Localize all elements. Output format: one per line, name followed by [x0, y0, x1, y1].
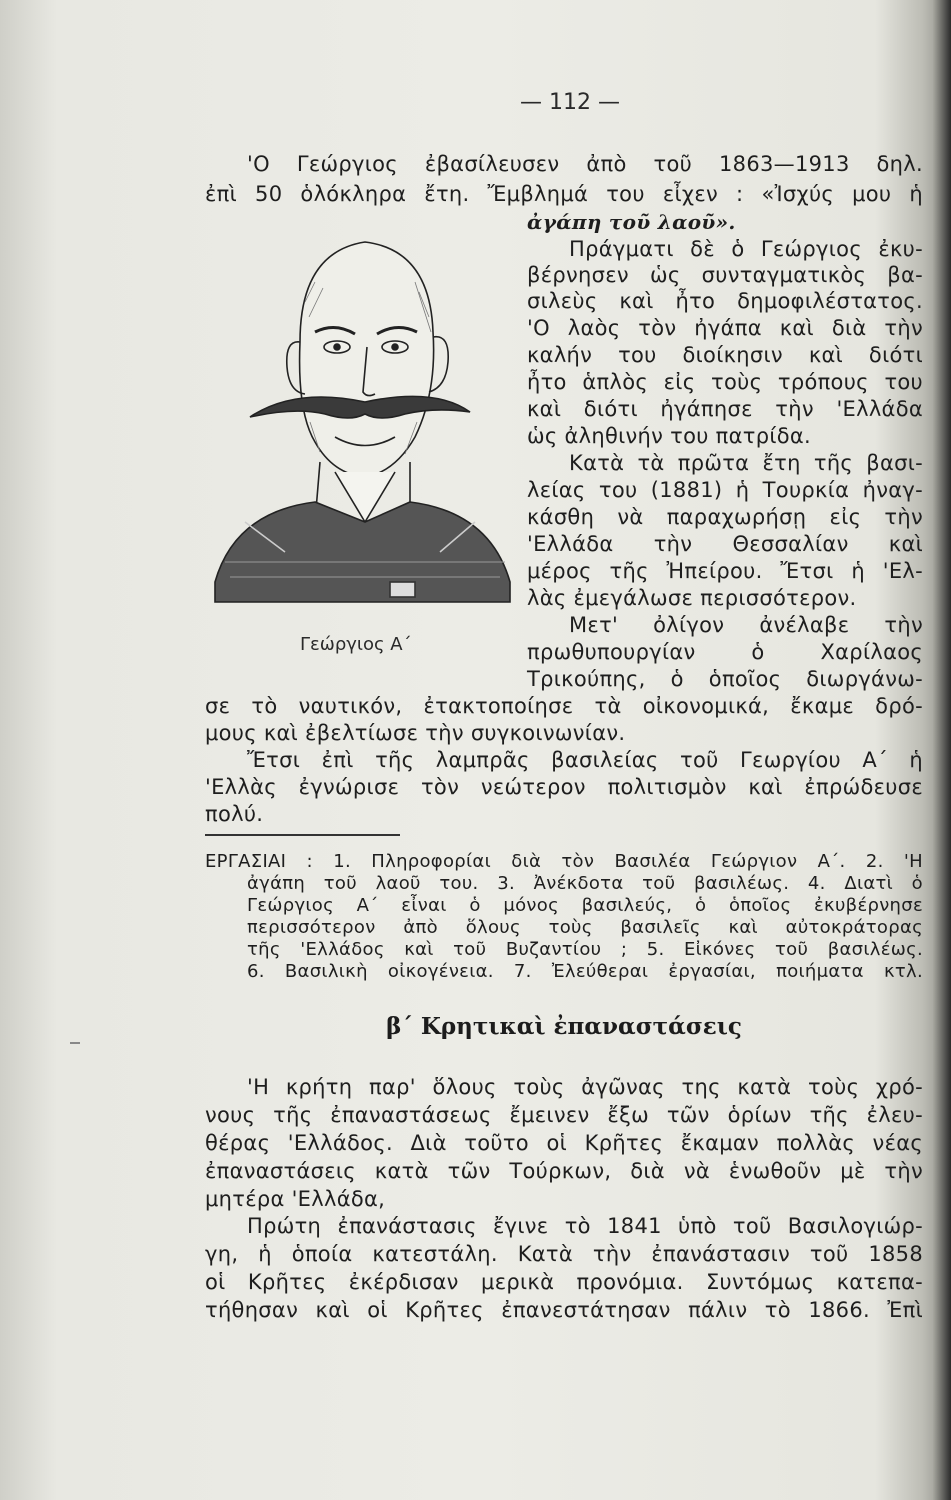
- column-line: σιλεὺς καὶ ἦτο δημοφιλέστατος.: [527, 289, 923, 313]
- paragraph-line: νους τῆς ἐπαναστάσεως ἔμεινεν ἔξω τῶν ὁρίων τῆς ἐλευ-: [205, 1103, 923, 1127]
- column-line: Πράγματι δὲ ὁ Γεώργιος ἐκυ-: [569, 237, 923, 261]
- exercises-line: τῆς 'Ελλάδος καὶ τοῦ Βυζαντίου ; 5. Εἰκόνες τοῦ βασιλέως.: [247, 939, 923, 960]
- column-line: 'Ο λαὸς τὸν ἠγάπα καὶ διὰ τὴν: [527, 316, 923, 340]
- paragraph-line: μους καὶ ἐβελτίωσε τὴν συγκοινωνίαν.: [205, 721, 626, 745]
- column-line: λείας του (1881) ἡ Τουρκία ἠναγ-: [527, 478, 923, 502]
- separator-rule: [205, 834, 400, 836]
- paragraph-line: θέρας 'Ελλάδος. Διὰ τοῦτο οἱ Κρῆτες ἔκαμαν πολλὰς νέας: [205, 1131, 923, 1155]
- paragraph-line: 'Ο Γεώργιος ἐβασίλευσεν ἀπὸ τοῦ 1863—1913 δηλ.: [247, 152, 923, 176]
- paragraph-line: ἐπαναστάσεις κατὰ τῶν Τούρκων, διὰ νὰ ἑνωθοῦν μὲ τὴν: [205, 1159, 923, 1183]
- paragraph-line: οἱ Κρῆτες ἐκέρδισαν μερικὰ προνόμια. Συντόμως κατεπα-: [205, 1270, 923, 1294]
- paragraph-line: ἐπὶ 50 ὁλόκληρα ἔτη. Ἔμβλημά του εἶχεν : «Ἰσχύς μου ἡ: [205, 182, 923, 206]
- column-line: ἦτο ἁπλὸς εἰς τοὺς τρόπους του: [527, 370, 923, 394]
- paragraph-line: πολύ.: [205, 802, 264, 826]
- paragraph-line: μητέρα 'Ελλάδα,: [205, 1187, 386, 1211]
- paragraph-line: Πρώτη ἐπανάστασις ἔγινε τὸ 1841 ὑπὸ τοῦ Βασιλογιώρ-: [247, 1214, 923, 1238]
- column-line: κάσθη νὰ παραχωρήσῃ εἰς τὴν: [527, 505, 923, 529]
- exercises-line: ΕΡΓΑΣΙΑΙ : 1. Πληροφορίαι διὰ τὸν Βασιλέα Γεώργιον Α΄. 2. 'Η: [205, 851, 923, 872]
- page-number: — 112 —: [520, 90, 620, 115]
- column-line: βέρνησεν ὡς συνταγματικὸς βα-: [527, 263, 923, 287]
- column-line: 'Ελλάδα τὴν Θεσσαλίαν καὶ: [527, 532, 923, 556]
- exercises-line: ἀγάπη τοῦ λαοῦ του. 3. Ἀνέκδοτα τοῦ βασιλέως. 4. Διατὶ ὁ: [247, 873, 923, 894]
- column-line: Τρικούπης, ὁ ὁποῖος διωργάνω-: [527, 667, 923, 691]
- paragraph-line: τήθησαν καὶ οἱ Κρῆτες ἐπανεστάτησαν πάλιν τὸ 1866. Ἐπὶ: [205, 1298, 923, 1322]
- exercises-line: Γεώργιος Α΄ εἶναι ὁ μόνος βασιλεύς, ὁ ὁποῖος ἐκυβέρνησε: [247, 895, 923, 916]
- paragraph-line: 'Ελλὰς ἐγνώρισε τὸν νεώτερον πολιτισμὸν καὶ ἐπρώδευσε: [205, 775, 923, 799]
- paragraph-line: 'Η κρήτη παρ' ὅλους τοὺς ἀγῶνας της κατὰ τοὺς χρό-: [247, 1075, 923, 1099]
- paragraph-line: σε τὸ ναυτικόν, ἐτακτοποίησε τὰ οἰκονομικά, ἔκαμε δρό-: [205, 694, 923, 718]
- column-line: καὶ διότι ἠγάπησε τὴν 'Ελλάδα: [527, 397, 923, 421]
- column-line: Μετ' ὀλίγον ἀνέλαβε τὴν: [569, 613, 923, 637]
- portrait-engraving-king-george: [205, 222, 517, 634]
- column-line: λὰς ἐμεγάλωσε περισσότερον.: [527, 586, 857, 610]
- paragraph-line: Ἔτσι ἐπὶ τῆς λαμπρᾶς βασιλείας τοῦ Γεωργίου Α΄ ἡ: [247, 748, 923, 772]
- section-heading: β΄ Κρητικαὶ ἐπαναστάσεις: [386, 1013, 742, 1040]
- column-line: ὡς ἀληθινήν του πατρίδα.: [527, 424, 812, 448]
- exercises-line: 6. Βασιλικὴ οἰκογένεια. 7. Ἐλεύθεραι ἐργασίαι, ποιήματα κτλ.: [247, 961, 923, 982]
- book-spine-edge: [933, 0, 951, 1500]
- column-line: Κατὰ τὰ πρῶτα ἔτη τῆς βασι-: [569, 451, 923, 475]
- exercises-line: περισσότερον ἀπὸ ὅλους τοὺς βασιλεῖς καὶ αὐτοκράτορας: [247, 917, 923, 938]
- portrait-caption: Γεώργιος Α΄: [300, 634, 412, 655]
- margin-mark: [70, 1042, 80, 1044]
- motto-line: ἀγάπη τοῦ λαοῦ».: [527, 210, 736, 234]
- column-line: καλήν του διοίκησιν καὶ διότι: [527, 343, 923, 367]
- column-line: πρωθυπουργίαν ὁ Χαρίλαος: [527, 640, 923, 664]
- paragraph-line: γη, ἡ ὁποία κατεστάλη. Κατὰ τὴν ἐπανάστασιν τοῦ 1858: [205, 1242, 923, 1266]
- column-line: μέρος τῆς Ἠπείρου. Ἔτσι ἡ 'Ελ-: [527, 559, 923, 583]
